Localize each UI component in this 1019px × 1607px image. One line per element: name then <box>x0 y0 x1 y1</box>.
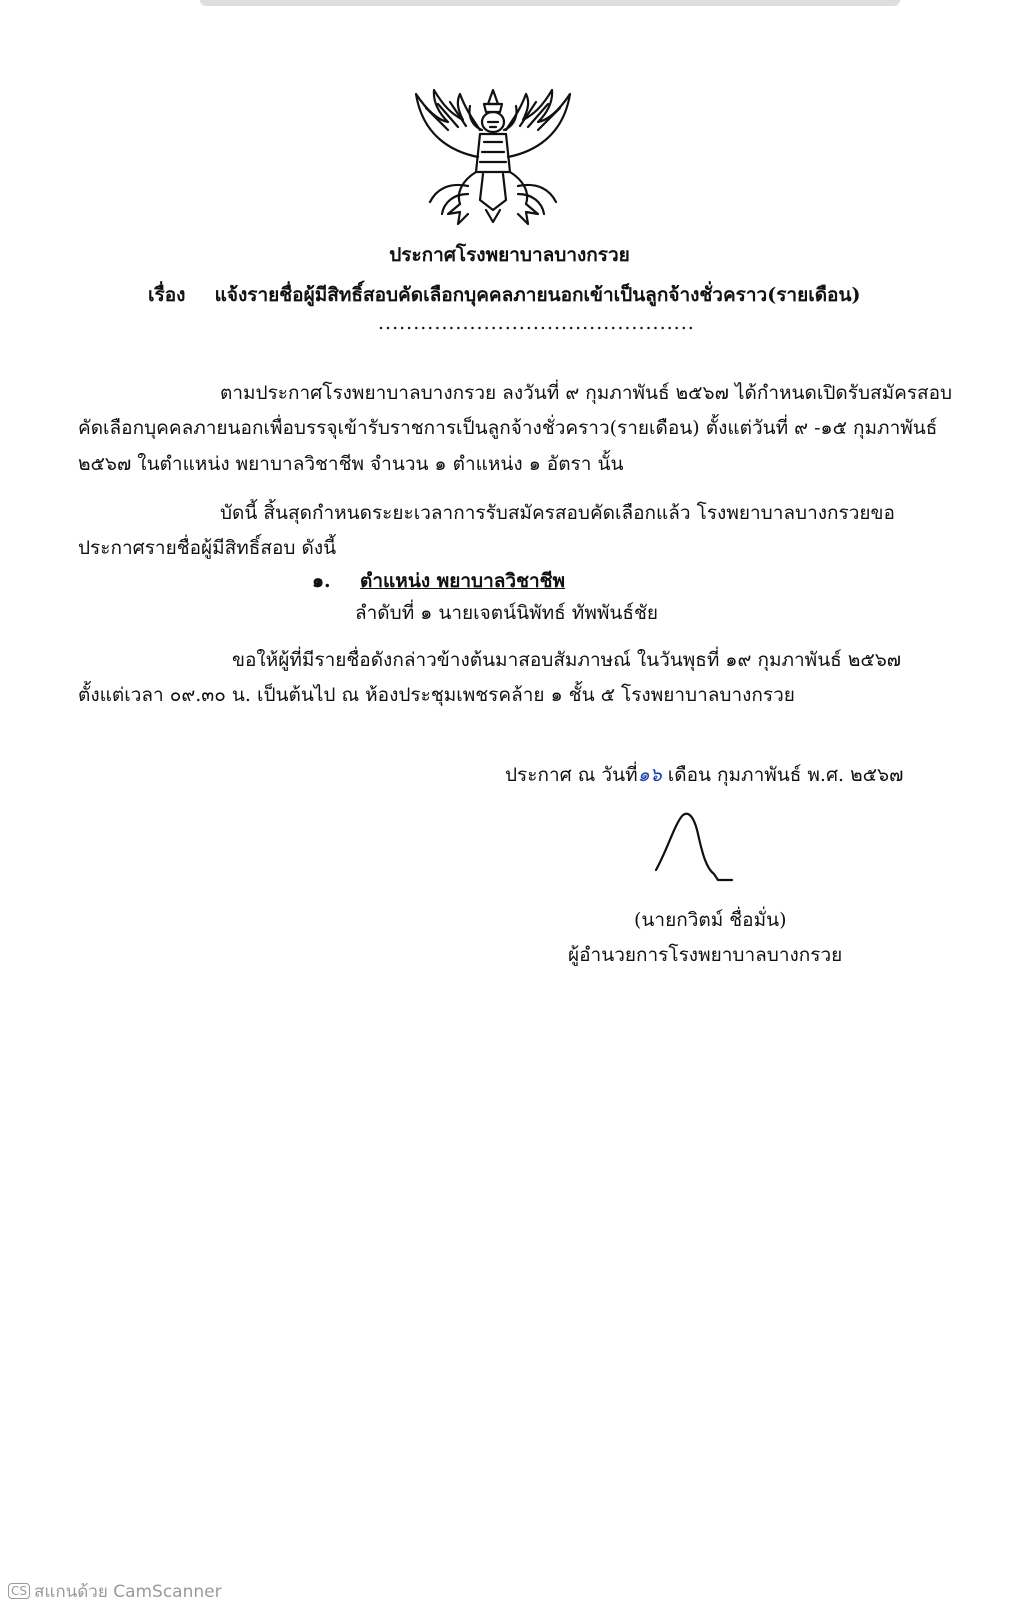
subject-line <box>148 280 860 310</box>
watermark-text: สแกนด้วย CamScanner <box>34 1582 222 1602</box>
date-suffix: เดือน กุมภาพันธ์ พ.ศ. ๒๕๖๗ <box>661 764 904 786</box>
signer-name: (นายกวิตม์ ชื่อมั่น) <box>634 909 787 931</box>
position-item <box>312 566 565 596</box>
paragraph-2-line-2: ประกาศรายชื่อผู้มีสิทธิ์สอบ ดังนี้ <box>78 537 337 559</box>
candidate-rank: ลำดับที่ ๑ นายเจตน์นิพัทธ์ ทัพพันธ์ชัย <box>355 602 658 624</box>
paragraph-1-line-2: คัดเลือกบุคคลภายนอกเพื่อบรรจุเข้ารับราชการเป็นลูกจ้างชั่วคราว(รายเดือน) ตั้งแต่วันที่ ๙ -๑๕ กุมภาพันธ์ <box>78 417 938 439</box>
paragraph-1-line-3: ๒๕๖๗ ในตำแหน่ง พยาบาลวิชาชีพ จำนวน ๑ ตำแหน่ง ๑ อัตรา นั้น <box>78 453 624 475</box>
subject-text: แจ้งรายชื่อผู้มีสิทธิ์สอบคัดเลือกบุคคลภายนอกเข้าเป็นลูกจ้างชั่วคราว(รายเดือน) <box>214 284 861 306</box>
announcement-title: ประกาศโรงพยาบาลบางกรวย <box>389 244 630 266</box>
announcement-date <box>505 760 903 790</box>
scan-edge-mark <box>200 0 900 6</box>
title-divider: ............................................. <box>378 312 695 334</box>
signer-position: ผู้อำนวยการโรงพยาบาลบางกรวย <box>568 944 843 966</box>
camscanner-watermark <box>8 1578 222 1605</box>
handwritten-signature-icon <box>648 808 758 888</box>
item-position: ตำแหน่ง พยาบาลวิชาชีพ <box>360 570 566 592</box>
subject-label: เรื่อง <box>148 284 186 306</box>
item-number: ๑. <box>312 570 331 592</box>
date-prefix: ประกาศ ณ วันที่ <box>505 764 638 786</box>
paragraph-3-line-2: ตั้งแต่เวลา ๐๙.๓๐ น. เป็นต้นไป ณ ห้องประชุมเพชรคล้าย ๑ ชั้น ๕ โรงพยาบาลบางกรวย <box>78 684 795 706</box>
paragraph-2-line-1: บัดนี้ สิ้นสุดกำหนดระยะเวลาการรับสมัครสอบคัดเลือกแล้ว โรงพยาบาลบางกรวยขอ <box>220 502 895 524</box>
paragraph-3-line-1: ขอให้ผู้ที่มีรายชื่อดังกล่าวข้างต้นมาสอบสัมภาษณ์ ในวันพุธที่ ๑๙ กุมภาพันธ์ ๒๕๖๗ <box>232 649 902 671</box>
paragraph-1-line-1: ตามประกาศโรงพยาบาลบางกรวย ลงวันที่ ๙ กุมภาพันธ์ ๒๕๖๗ ได้กำหนดเปิดรับสมัครสอบ <box>220 382 953 404</box>
camscanner-logo-icon: CS <box>8 1583 30 1599</box>
garuda-emblem-icon <box>408 82 578 232</box>
date-day-handwritten: ๑๖ <box>637 764 662 786</box>
